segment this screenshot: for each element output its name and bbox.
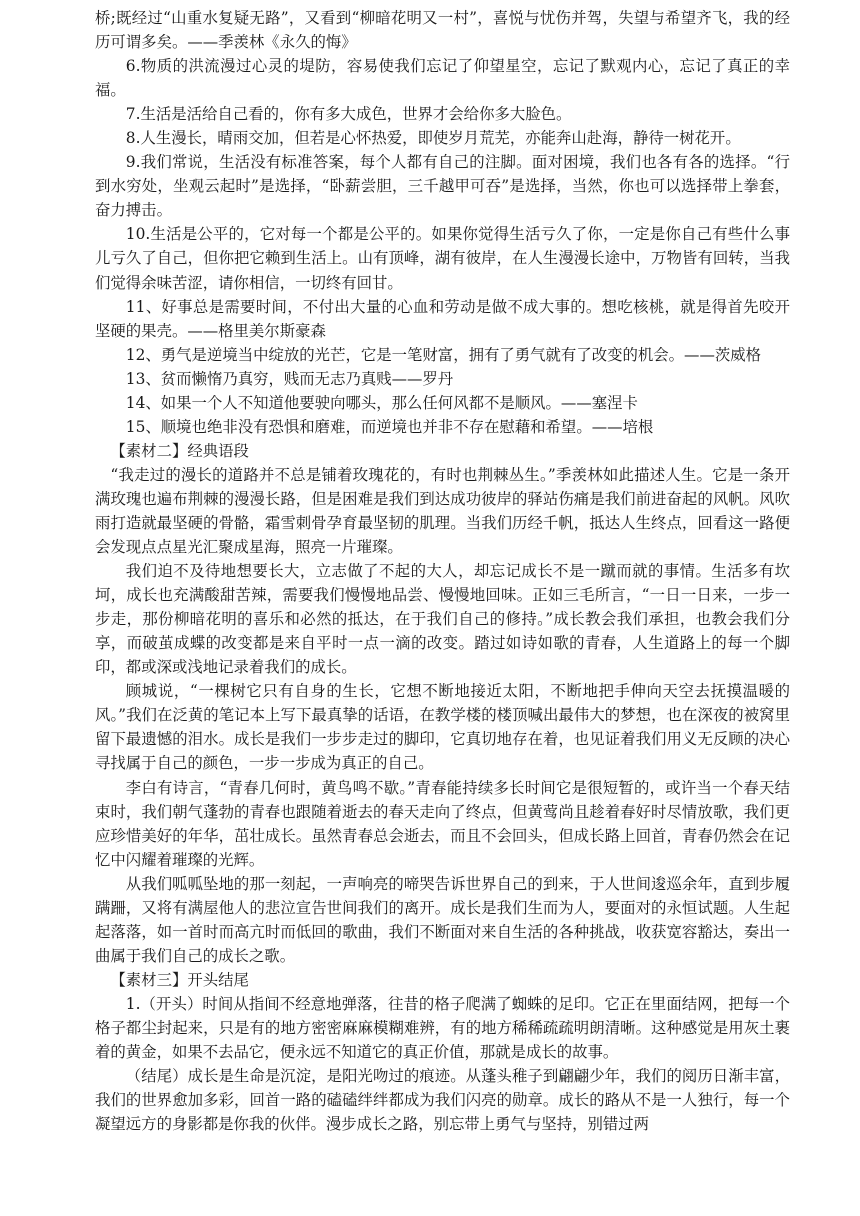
classic-passage-1: “我走过的漫长的道路并不总是铺着玫瑰花的，有时也荆棘丛生。”季羡林如此描述人生。它是一条开满玫瑰也遍布荆棘的漫漫长路，但是困难是我们到达成功彼岸的驿站伤痛是我们前进奋起的风帆。风吹雨打造就最坚硬的骨骼，霜雪刺骨孕育最坚韧的肌理。当我们历经千帆，抵达人生终点，回看这一路便会发现点点星光汇聚成星海，照亮一片璀璨。	[95, 465, 790, 557]
opening-example-1: 1.（开头）时间从指间不经意地弹落，往昔的格子爬满了蜘蛛的足印。它正在里面结网，把每一个格子都尘封起来，只是有的地方密密麻麻模糊难辨，有的地方稀稀疏疏明朗清晰。这种感觉是用灰土裹着的黄金，如果不去品它，便永远不知道它的真正价值，那就是成长的故事。	[95, 994, 790, 1062]
quote-item-13: 13、贫而懒惰乃真穷，贱而无志乃真贱——罗丹	[125, 369, 454, 388]
quote-item-10: 10.生活是公平的，它对每一个都是公平的。如果你觉得生活亏久了你，一定是你自己有些什么事儿亏久了自己，但你把它赖到生活上。山有顶峰，湖有彼岸，在人生漫漫长途中，万物皆有回转，当我们觉得余味苦涩，请你相信，一切终有回甘。	[95, 225, 790, 292]
quote-item-6: 6.物质的洪流漫过心灵的堤防，容易使我们忘记了仰望星空，忘记了默观内心，忘记了真正的幸福。	[95, 57, 790, 100]
classic-passage-4: 李白有诗言，“青春几何时，黄鸟鸣不歇。”青春能持续多长时间它是很短暂的，或许当一个春天结束时，我们朝气蓬勃的青春也跟随着逝去的春天走向了终点，但黄莺尚且趁着春好时尽情放歌，我们更应珍惜美好的年华，茁壮成长。虽然青春总会逝去，而且不会回头，但成长路上回首，青春仍然会在记忆中闪耀着璀璨的光辉。	[95, 778, 790, 869]
quote-item-8: 8.人生漫长，晴雨交加，但若是心怀热爱，即使岁月荒芜，亦能奔山赴海，静待一树花开。	[125, 129, 741, 148]
section-heading-material-3: 【素材三】开头结尾	[110, 970, 249, 989]
paragraph-continuation: 桥;既经过“山重水复疑无路”，又看到“柳暗花明又一村”，喜悦与忧伤并驾，失望与希望齐飞，我的经历可谓多矣。——季羡林《永久的悔》	[95, 9, 790, 52]
quote-item-12: 12、勇气是逆境当中绽放的光芒，它是一笔财富，拥有了勇气就有了改变的机会。——茨威格	[125, 345, 762, 364]
section-heading-material-2: 【素材二】经典语段	[110, 441, 249, 460]
classic-passage-5: 从我们呱呱坠地的那一刻起，一声响亮的啼哭告诉世界自己的到来，于人世间逡巡余年，直到步履蹒跚，又将有满屋他人的悲泣宣告世间我们的离开。成长是我们生而为人，要面对的永恒试题。人生起起落落，如一首时而高亢时而低回的歌曲，我们不断面对来自生活的各种挑战，收获宽容豁达，奏出一曲属于我们自己的成长之歌。	[95, 874, 790, 965]
quote-item-14: 14、如果一个人不知道他要驶向哪头，那么任何风都不是顺风。——塞涅卡	[125, 393, 638, 412]
document-page	[95, 6, 790, 1136]
quote-item-11: 11、好事总是需要时间，不付出大量的心血和劳动是做不成大事的。想吃核桃，就是得首先咬开坚硬的果壳。——格里美尔斯豪森	[95, 297, 790, 340]
quote-item-15: 15、顺境也绝非没有恐惧和磨难，而逆境也并非不存在慰藉和希望。——培根	[125, 417, 654, 436]
classic-passage-3: 顾城说，“一棵树它只有自身的生长，它想不断地接近太阳，不断地把手伸向天空去抚摸温暖的风。”我们在泛黄的笔记本上写下最真挚的话语，在教学楼的楼顶喊出最伟大的梦想，也在深夜的被窝里留下最遗憾的泪水。成长是我们一步步走过的脚印，它真切地存在着，也见证着我们用义无反顾的决心寻找属于自己的颜色，一步一步成为真正的自己。	[95, 682, 790, 773]
classic-passage-2: 我们迫不及待地想要长大，立志做了不起的大人，却忘记成长不是一蹴而就的事情。生活多有坎坷，成长也充满酸甜苦辣，需要我们慢慢地品尝、慢慢地回味。正如三毛所言，“一日一日来，一步一步走，那份柳暗花明的喜乐和必然的抵达，在于我们自己的修持。”成长教会我们承担，也教会我们分享，而破茧成蝶的改变都是来自平时一点一滴的改变。踏过如诗如歌的青春，人生道路上的每一个脚印，都或深或浅地记录着我们的成长。	[95, 562, 790, 677]
quote-item-9: 9.我们常说，生活没有标准答案，每个人都有自己的注脚。面对困境，我们也各有各的选择。“行到水穷处，坐观云起时”是选择，“卧薪尝胆，三千越甲可吞”是选择，当然，你也可以选择带上拳套，奋力搏击。	[95, 153, 790, 220]
closing-example-1: （结尾）成长是生命是沉淀，是阳光吻过的痕迹。从蓬头稚子到翩翩少年，我们的阅历日渐丰富，我们的世界愈加多彩，回首一路的磕磕绊绊都成为我们闪亮的勋章。成长的路从不是一人独行，每一个凝望远方的身影都是你我的伙伴。漫步成长之路，别忘带上勇气与坚持，别错过两	[95, 1067, 790, 1134]
quote-item-7: 7.生活是活给自己看的，你有多大成色，世界才会给你多大脸色。	[125, 105, 572, 124]
